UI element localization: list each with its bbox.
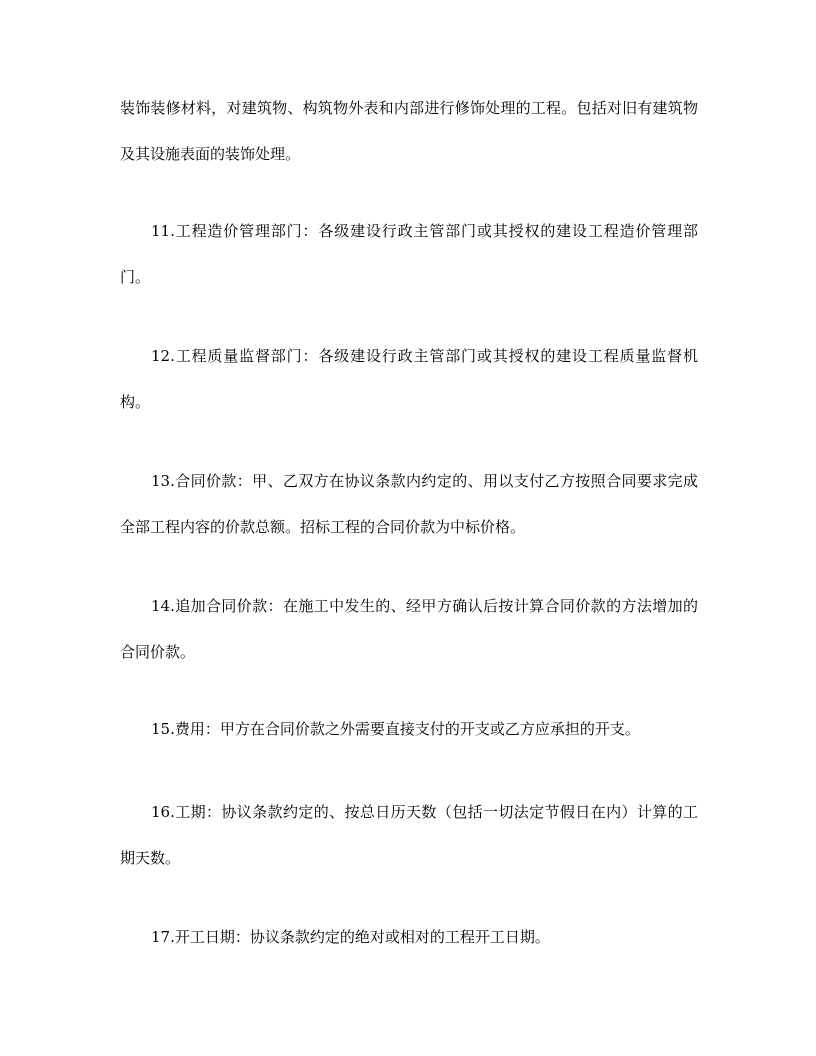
paragraph-contract-price: 13.合同价款：甲、乙双方在协议条款内约定的、用以支付乙方按照合同要求完成全部工程内容的价款总额。招标工程的合同价款为中标价格。: [120, 472, 698, 536]
paragraph-start-date: 17.开工日期：协议条款约定的绝对或相对的工程开工日期。: [151, 928, 550, 946]
paragraph-cost-management-dept: 11.工程造价管理部门：各级建设行政主管部门或其授权的建设工程造价管理部门。: [120, 222, 698, 286]
paragraph-decoration-continued: 装饰装修材料，对建筑物、构筑物外表和内部进行修饰处理的工程。包括对旧有建筑物及其设施表面的装饰处理。: [120, 99, 698, 163]
paragraph-additional-contract-price: 14.追加合同价款：在施工中发生的、经甲方确认后按计算合同价款的方法增加的合同价款。: [120, 597, 698, 661]
paragraph-quality-supervision-dept: 12.工程质量监督部门：各级建设行政主管部门或其授权的建设工程质量监督机构。: [120, 347, 698, 411]
paragraph-construction-period: 16.工期：协议条款约定的、按总日历天数（包括一切法定节假日在内）计算的工期天数。: [120, 803, 698, 867]
paragraph-expenses: 15.费用：甲方在合同价款之外需要直接支付的开支或乙方应承担的开支。: [151, 720, 640, 738]
